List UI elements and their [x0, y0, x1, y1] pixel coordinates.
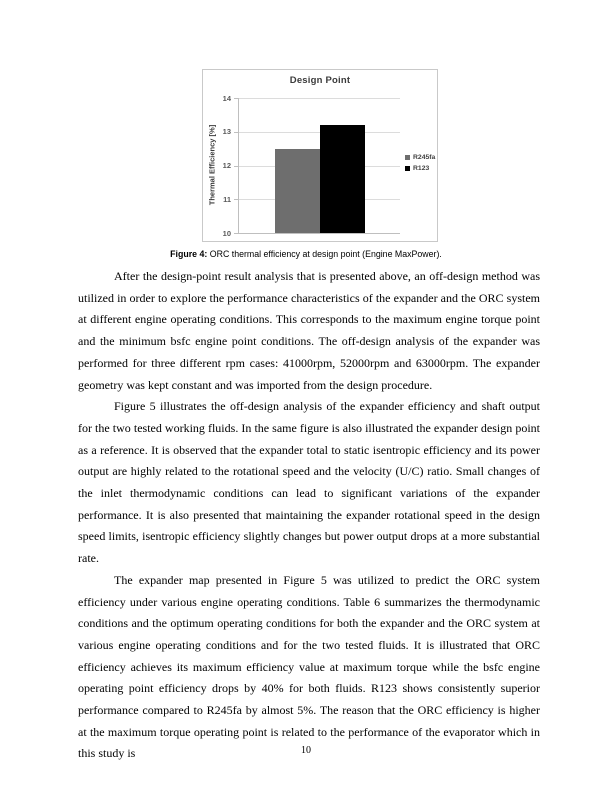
legend-swatch-icon [405, 155, 410, 160]
bar-r123 [320, 125, 365, 233]
legend-label: R123 [413, 165, 430, 172]
figure-caption-label: Figure 4: [170, 249, 208, 259]
paragraph-3: The expander map presented in Figure 5 was utilized to predict the ORC system efficiency under various engine operating conditions. Table 6 summarizes the thermodynamic conditions and the optimum operating conditions for both the expander and the ORC system at various engine operating conditions and for the two tested fluids. It is illustrated that ORC efficiency achieves its maximum efficiency value at maximum torque while the bsfc engine operating point efficiency drops by 40% for both fluids. R123 shows consistently superior performance compared to R245fa by almost 5%. The reason that the ORC efficiency is higher at the maximum torque operating point is related to the performance of the evaporator which in this study is [78, 572, 540, 761]
y-tick-mark [234, 233, 238, 234]
y-tick-label: 10 [222, 228, 231, 238]
figure-caption [0, 249, 612, 259]
y-tick-mark [234, 132, 238, 133]
bar-r245fa [275, 149, 320, 233]
gridline [239, 98, 400, 99]
y-tick-mark [234, 98, 238, 99]
figure-caption-text: ORC thermal efficiency at design point (Engine MaxPower). [207, 249, 442, 259]
chart-title: Design Point [289, 75, 351, 86]
y-tick-label: 14 [222, 93, 231, 103]
y-tick-mark [234, 199, 238, 200]
body-text [78, 266, 540, 765]
bar-chart [202, 69, 438, 242]
y-tick-label: 12 [222, 161, 231, 170]
legend-swatch-icon [405, 166, 410, 171]
legend-entry [405, 165, 435, 172]
y-tick-label: 13 [222, 127, 231, 137]
plot-area [238, 98, 400, 234]
paragraph-1: After the design-point result analysis that is presented above, an off-design method was utilized in order to explore the performance characteristics of the expander and the ORC system at different engine operating conditions. This corresponds to the maximum engine torque point and the minimum bsfc engine point conditions. The off-design analysis of the expander was performed for three different rpm cases: 41000rpm, 52000rpm and 63000rpm. The expander geometry was kept constant and was imported from the design procedure. [78, 269, 540, 392]
legend-label: R245fa [413, 154, 436, 161]
legend-entry [405, 154, 435, 161]
chart-legend [405, 154, 435, 176]
paragraph-2: Figure 5 illustrates the off-design analysis of the expander efficiency and shaft output for the two tested working fluids. In the same figure is also illustrated the expander design point as a reference. It is observed that the expander total to static isentropic efficiency and its power output are highly related to the rotational speed and the velocity (U/C) ratio. Small changes of the inlet thermodynamic conditions can lead to significant variations of the expander performance. It is also presented that maintaining the expander rotational speed in the design speed limits, isentropic efficiency slightly changes but power output drops at a more substantial rate. [78, 399, 540, 566]
y-tick-mark [234, 166, 238, 167]
y-tick-label: 11 [223, 194, 231, 204]
page-number: 10 [301, 745, 311, 756]
y-axis-label: Thermal Efficiency [%] [207, 124, 217, 206]
